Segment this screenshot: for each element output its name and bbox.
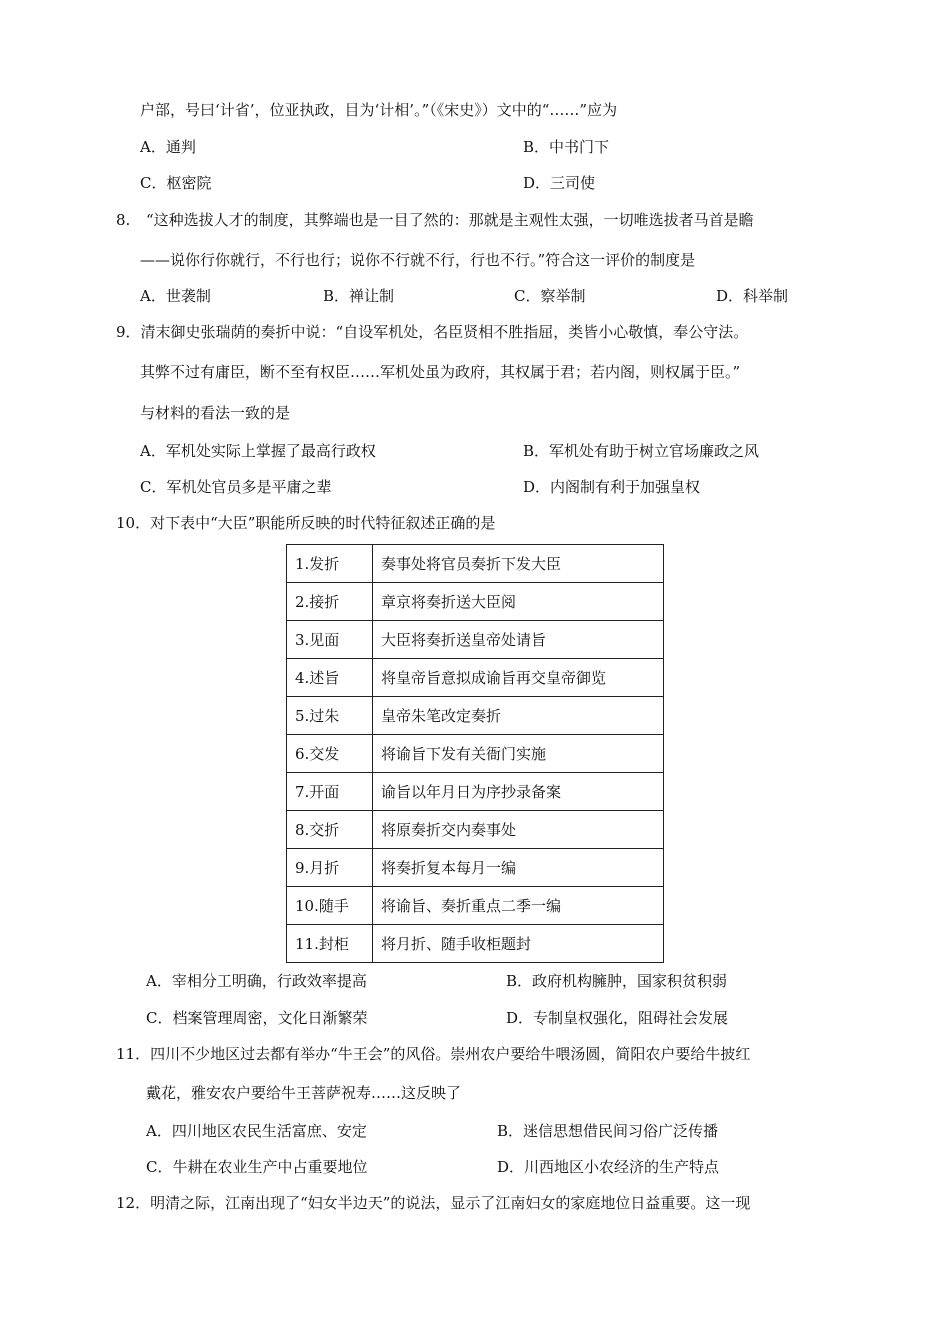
q7-option-c: C．枢密院 xyxy=(140,174,212,192)
q8-option-c: C．察举制 xyxy=(514,287,586,305)
q10-option-b: B．政府机构臃肿，国家积贫积弱 xyxy=(506,972,728,990)
desc-cell: 将原奏折交内奏事处 xyxy=(373,811,664,849)
table-row xyxy=(287,545,664,583)
desc-cell: 将奏折复本每月一编 xyxy=(373,849,664,887)
desc-cell: 大臣将奏折送皇帝处请旨 xyxy=(373,621,664,659)
q9-stem-line2: 其弊不过有庸臣，断不至有权臣……军机处虽为政府，其权属于君；若内阁，则权属于臣。” xyxy=(140,363,741,381)
step-cell: 8.交折 xyxy=(287,811,373,849)
desc-cell: 章京将奏折送大臣阅 xyxy=(373,583,664,621)
desc-cell: 将谕旨下发有关衙门实施 xyxy=(373,735,664,773)
step-cell: 6.交发 xyxy=(287,735,373,773)
step-cell: 3.见面 xyxy=(287,621,373,659)
q11-option-d: D．川西地区小农经济的生产特点 xyxy=(497,1158,720,1176)
q7-option-a: A．通判 xyxy=(140,138,196,156)
desc-cell: 将月折、随手收柜题封 xyxy=(373,925,664,963)
q8-number: 8. xyxy=(116,211,131,229)
q9-option-c: C．军机处官员多是平庸之辈 xyxy=(140,478,332,496)
q11-stem-line2: 戴花，雅安农户要给牛王菩萨祝寿……这反映了 xyxy=(146,1084,462,1102)
table-row xyxy=(287,925,664,963)
q8-stem-line1: “这种选拔人才的制度，其弊端也是一目了然的：那就是主观性太强，一切唯选拔者马首是瞻 xyxy=(146,211,754,229)
q11-stem-line1: 11．四川不少地区过去都有举办“牛王会”的风俗。崇州农户要给牛喂汤圆，简阳农户要给牛披红 xyxy=(116,1045,751,1063)
q8-stem-line2: ——说你行你就行，不行也行；说你不行就不行，行也不行。”符合这一评价的制度是 xyxy=(140,251,696,269)
q9-stem-line3: 与材料的看法一致的是 xyxy=(140,404,291,422)
step-cell: 5.过朱 xyxy=(287,697,373,735)
table-row xyxy=(287,621,664,659)
q12-stem-line1: 12．明清之际，江南出现了“妇女半边天”的说法，显示了江南妇女的家庭地位日益重要。这一现 xyxy=(116,1194,751,1212)
q9-option-b: B．军机处有助于树立官场廉政之风 xyxy=(523,442,760,460)
step-cell: 4.述旨 xyxy=(287,659,373,697)
step-cell: 11.封柜 xyxy=(287,925,373,963)
q8-option-b: B．禅让制 xyxy=(323,287,395,305)
q10-duties-table xyxy=(286,544,664,963)
q11-option-c: C．牛耕在农业生产中占重要地位 xyxy=(146,1158,368,1176)
table-row xyxy=(287,697,664,735)
desc-cell: 谕旨以年月日为序抄录备案 xyxy=(373,773,664,811)
step-cell: 1.发折 xyxy=(287,545,373,583)
step-cell: 9.月折 xyxy=(287,849,373,887)
q9-option-a: A．军机处实际上掌握了最高行政权 xyxy=(140,442,376,460)
q11-option-a: A．四川地区农民生活富庶、安定 xyxy=(146,1122,367,1140)
table-row xyxy=(287,583,664,621)
q7-option-d: D．三司使 xyxy=(523,174,596,192)
step-cell: 10.随手 xyxy=(287,887,373,925)
table-row xyxy=(287,811,664,849)
step-cell: 7.开面 xyxy=(287,773,373,811)
q8-option-a: A．世袭制 xyxy=(140,287,211,305)
q10-option-c: C．档案管理周密，文化日渐繁荣 xyxy=(146,1009,368,1027)
q8-option-d: D．科举制 xyxy=(716,287,789,305)
desc-cell: 将谕旨、奏折重点二季一编 xyxy=(373,887,664,925)
table-row xyxy=(287,849,664,887)
table-row xyxy=(287,735,664,773)
table-row xyxy=(287,887,664,925)
q10-option-d: D．专制皇权强化，阻碍社会发展 xyxy=(506,1009,729,1027)
q10-stem: 10．对下表中“大臣”职能所反映的时代特征叙述正确的是 xyxy=(116,514,496,532)
desc-cell: 奏事处将官员奏折下发大臣 xyxy=(373,545,664,583)
q7-stem-tail: 户部，号曰‘计省’，位亚执政，目为‘计相’。”（《宋史》）文中的“……”应为 xyxy=(140,101,618,119)
table-row xyxy=(287,773,664,811)
q9-stem-line1: 9．清末御史张瑞荫的奏折中说：“自设军机处，名臣贤相不胜指屈，类皆小心敬慎，奉公守法。 xyxy=(116,323,749,341)
q11-option-b: B．迷信思想借民间习俗广泛传播 xyxy=(497,1122,719,1140)
desc-cell: 皇帝朱笔改定奏折 xyxy=(373,697,664,735)
desc-cell: 将皇帝旨意拟成谕旨再交皇帝御览 xyxy=(373,659,664,697)
q10-option-a: A．宰相分工明确，行政效率提高 xyxy=(146,972,367,990)
step-cell: 2.接折 xyxy=(287,583,373,621)
q9-option-d: D．内阁制有利于加强皇权 xyxy=(523,478,701,496)
table-row xyxy=(287,659,664,697)
q7-option-b: B．中书门下 xyxy=(523,138,610,156)
